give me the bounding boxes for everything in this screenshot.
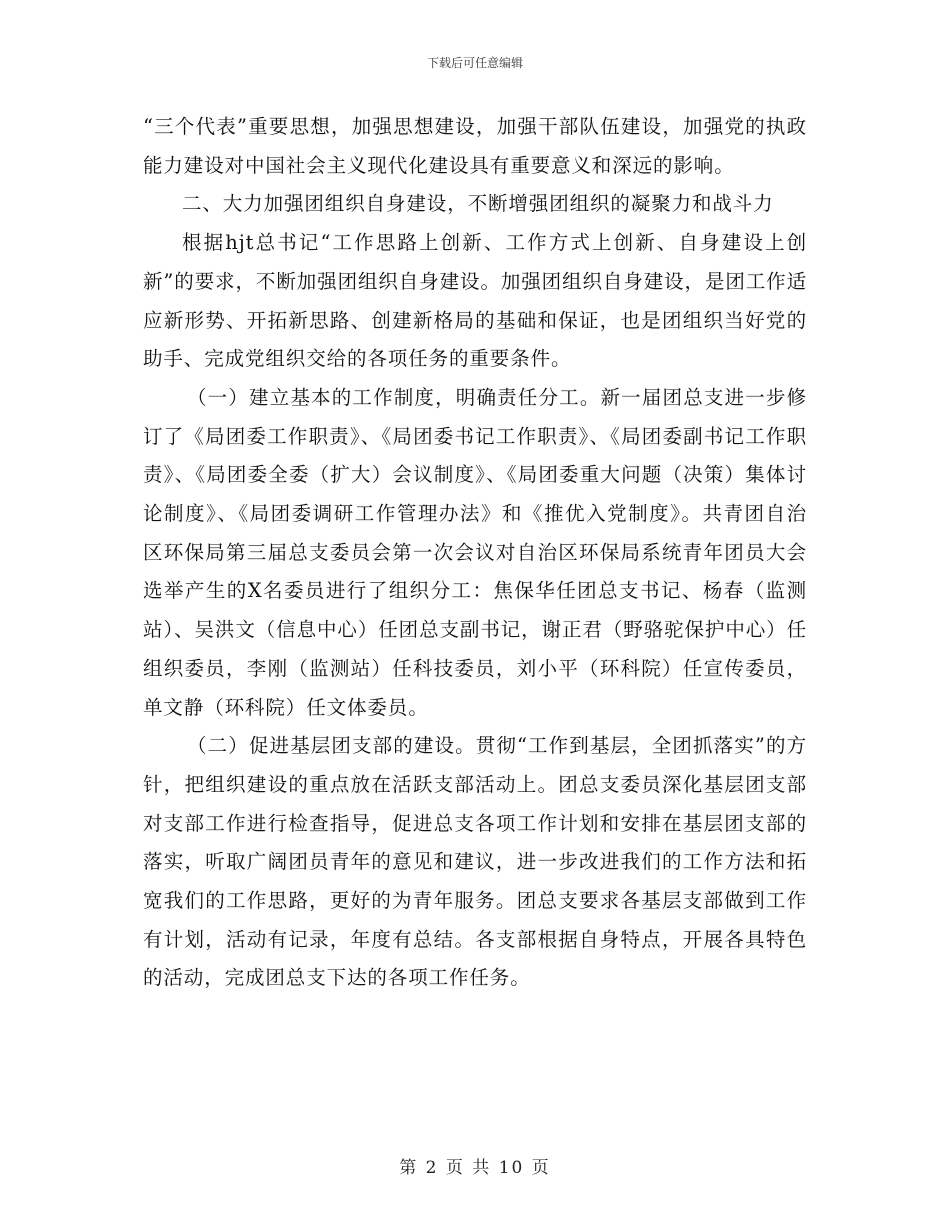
- paragraph-work-system: （一）建立基本的工作制度，明确责任分工。新一届团总支进一步修订了《局团委工作职责》、《局团委书记工作职责》、《局团委副书记工作职责》、《局团委全委（扩大）会议制度》、《局团委重大问题（决策）集体讨论制度》、《局团委调研工作管理办法》和《推优入党制度》。共青团自治区环保局第三届总支委员会第一次会议对自治区环保局系统青年团员大会选举产生的X名委员进行了组织分工：焦保华任团总支书记、杨春（监测站）、吴洪文（信息中心）任团总支副书记，谢正君（野骆驼保护中心）任组织委员，李刚（监测站）任科技委员，刘小平（环科院）任宣传委员，单文静（环科院）任文体委员。: [143, 385, 807, 719]
- paragraph-branch-building: （二）促进基层团支部的建设。贯彻“工作到基层，全团抓落实”的方针，把组织建设的重点放在活跃支部活动上。团总支委员深化基层团支部对支部工作进行检查指导，促进总支各项工作计划和安排在基层团支部的落实，听取广阔团员青年的意见和建议，进一步改进我们的工作方法和拓宽我们的工作思路，更好的为青年服务。团总支要求各基层支部做到工作有计划，活动有记录，年度有总结。各支部根据自身特点，开展各具特色的活动，完成团总支下达的各项工作任务。: [143, 734, 807, 990]
- page-header: 下载后可任意编辑: [426, 56, 523, 70]
- page-footer: 第 2 页 共 10 页: [399, 1158, 551, 1178]
- section-heading: 二、大力加强团组织自身建设，不断增强团组织的凝聚力和战斗力: [182, 192, 774, 216]
- paragraph-continuation: “三个代表”重要思想，加强思想建设，加强干部队伍建设，加强党的执政能力建设对中国社会主义现代化建设具有重要意义和深远的影响。: [143, 115, 807, 177]
- document-body: [143, 108, 807, 998]
- paragraph-self-building: 根据hjt总书记“工作思路上创新、工作方式上创新、自身建设上创新”的要求，不断加强团组织自身建设。加强团组织自身建设，是团工作适应新形势、开拓新思路、创建新格局的基础和保证，也是团组织当好党的助手、完成党组织交给的各项任务的重要条件。: [143, 231, 807, 371]
